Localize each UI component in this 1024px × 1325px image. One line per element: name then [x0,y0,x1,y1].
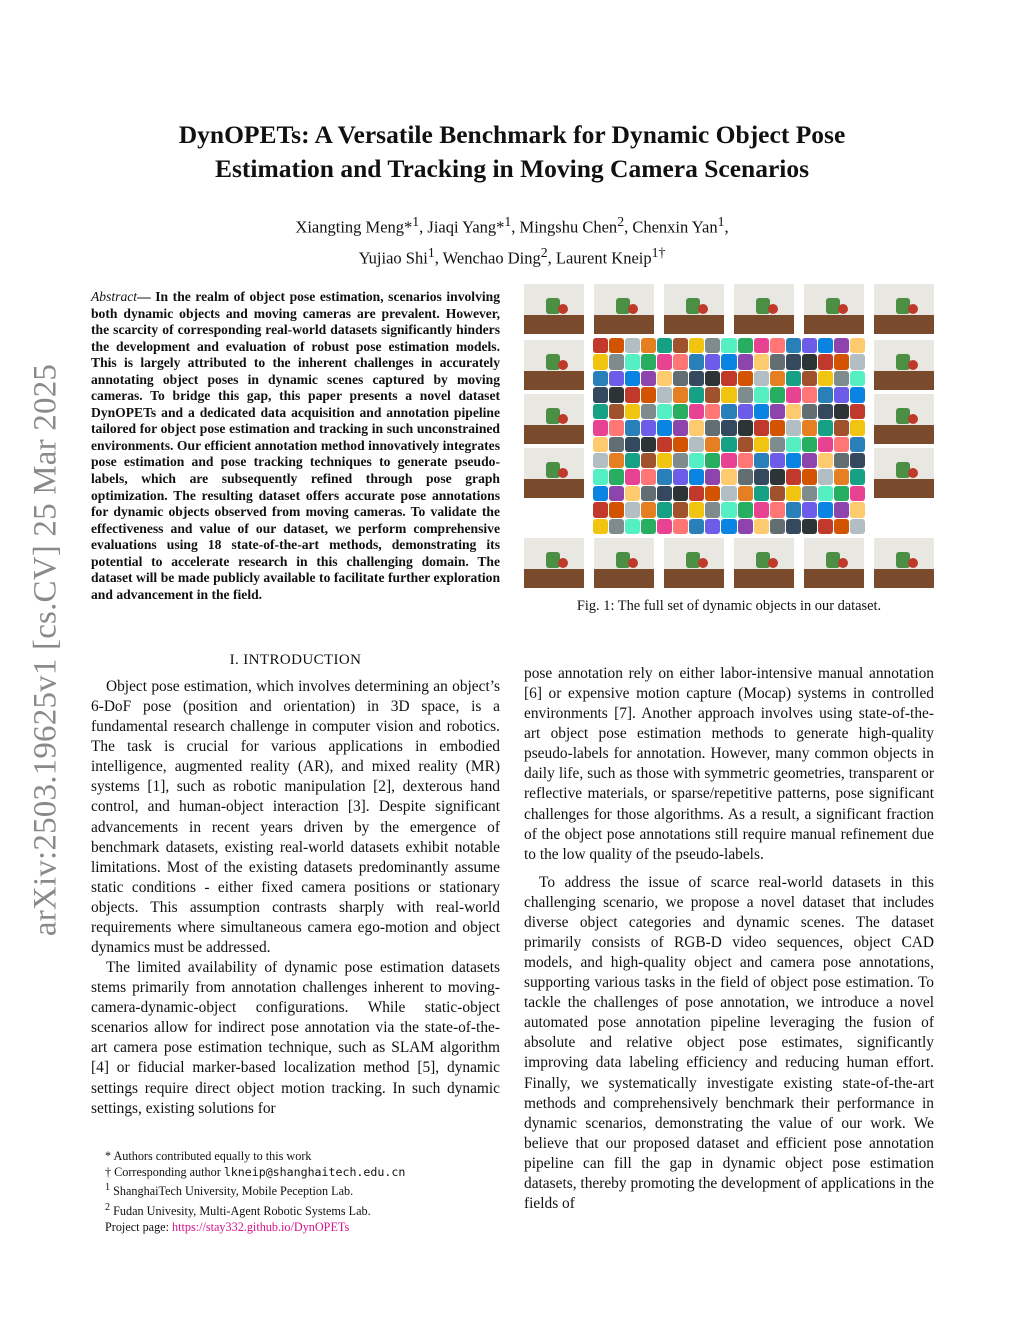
author-affiliation-mark: 2 [540,244,548,260]
author-name: Xiangting Meng* [295,217,413,237]
object-thumbnail [641,354,656,369]
intro-paragraph-2: The limited availability of dynamic pose estimation datasets stems primarily from annotation challenges inherent to moving-camera-dynamic-object configurations. While static-object scenarios allow for indirect pose annotation via the state-of-the-art camera pose estimation technique, such as SLAM algorithm [4] or fiducial marker-based localization method [5], dynamic settings require direct object motion tracking. In such dynamic settings, existing solutions for [91,959,500,1117]
author-affiliation-mark: 2 [617,214,625,229]
object-thumbnail [673,371,688,386]
object-thumbnail [850,387,865,402]
author-affiliation-mark: 1† [651,244,666,260]
object-thumbnail [625,519,640,534]
object-thumbnail [657,371,672,386]
object-thumbnail [786,387,801,402]
object-thumbnail [802,354,817,369]
object-thumbnail [754,420,769,435]
author-name: Yujiao Shi [358,248,428,267]
object-thumbnail [802,404,817,419]
footnotes [105,1149,505,1235]
object-thumbnail [818,486,833,501]
scene-thumbnail [874,538,934,588]
object-thumbnail [786,437,801,452]
object-thumbnail [818,371,833,386]
object-thumbnail [721,437,736,452]
scene-thumbnail [524,448,584,498]
object-thumbnail [609,404,624,419]
object-thumbnail [625,502,640,517]
object-thumbnail [609,420,624,435]
object-mosaic [593,338,865,534]
scene-thumbnail [874,340,934,390]
object-thumbnail [609,453,624,468]
object-thumbnail [609,354,624,369]
author-list: Xiangting Meng*$^1$, Jiaqi Yang*$^1$, Mingshu Chen$^2$, Chenxin Yan$^1$, Yujiao Shi$^1$, Wenchao Ding$^2$, Laurent Kneip$^{1\dagger}$ [295,214,729,267]
footnote-text: † Corresponding author [105,1164,224,1179]
object-thumbnail [770,404,785,419]
paper-title [100,118,924,186]
object-thumbnail [754,486,769,501]
footnote-equal-contribution: * Authors contributed equally to this work [105,1149,312,1163]
object-thumbnail [689,404,704,419]
object-thumbnail [689,354,704,369]
object-thumbnail [738,387,753,402]
object-thumbnail [754,519,769,534]
author-name: Laurent Kneip [555,248,652,267]
object-thumbnail [738,502,753,517]
object-thumbnail [673,338,688,353]
object-thumbnail [818,420,833,435]
object-thumbnail [818,387,833,402]
object-thumbnail [673,486,688,501]
object-thumbnail [657,437,672,452]
object-thumbnail [802,453,817,468]
object-thumbnail [609,502,624,517]
object-thumbnail [657,338,672,353]
object-thumbnail [850,519,865,534]
object-thumbnail [673,387,688,402]
object-thumbnail [593,486,608,501]
object-thumbnail [721,519,736,534]
object-thumbnail [689,420,704,435]
object-thumbnail [625,338,640,353]
footnote-text: Fudan Univesity, Multi-Agent Robotic Systems Lab. [110,1203,371,1218]
object-thumbnail [705,338,720,353]
object-thumbnail [802,486,817,501]
object-thumbnail [593,354,608,369]
object-thumbnail [641,502,656,517]
object-thumbnail [770,502,785,517]
object-thumbnail [802,420,817,435]
object-thumbnail [657,519,672,534]
object-thumbnail [818,354,833,369]
object-thumbnail [850,371,865,386]
scene-thumbnail [594,284,654,334]
footnote-affiliation-2 [105,1200,505,1220]
object-thumbnail [834,453,849,468]
object-thumbnail [705,387,720,402]
object-thumbnail [609,387,624,402]
object-thumbnail [657,486,672,501]
object-thumbnail [721,469,736,484]
object-thumbnail [850,354,865,369]
object-thumbnail [673,420,688,435]
footnote-project-page [105,1220,505,1236]
object-thumbnail [673,354,688,369]
object-thumbnail [834,469,849,484]
object-thumbnail [705,486,720,501]
object-thumbnail [802,338,817,353]
object-thumbnail [738,469,753,484]
object-thumbnail [721,387,736,402]
scene-thumbnail [734,284,794,334]
author-name: Wenchao Ding [442,248,541,267]
scene-thumbnail [804,284,864,334]
object-thumbnail [818,453,833,468]
object-thumbnail [754,371,769,386]
object-thumbnail [738,437,753,452]
object-thumbnail [625,354,640,369]
object-thumbnail [705,519,720,534]
object-thumbnail [754,338,769,353]
footnote-mark: 1 [105,1182,111,1194]
object-thumbnail [850,502,865,517]
object-thumbnail [738,519,753,534]
object-thumbnail [754,404,769,419]
author-affiliation-mark: 1 [504,214,512,229]
footnote-mark: 2 [105,1201,111,1213]
object-thumbnail [786,404,801,419]
object-thumbnail [738,404,753,419]
object-thumbnail [593,502,608,517]
author-name: Mingshu Chen [519,217,618,237]
object-thumbnail [834,437,849,452]
object-thumbnail [786,371,801,386]
object-thumbnail [657,420,672,435]
object-thumbnail [705,404,720,419]
object-thumbnail [705,354,720,369]
footnote-text: Project page: [105,1219,173,1234]
object-thumbnail [705,371,720,386]
object-thumbnail [786,354,801,369]
author-affiliation-mark: 1 [412,214,420,229]
scene-thumbnail [874,448,934,498]
object-thumbnail [834,519,849,534]
object-thumbnail [818,437,833,452]
scene-thumbnail [664,284,724,334]
object-thumbnail [850,486,865,501]
object-thumbnail [721,453,736,468]
object-thumbnail [625,371,640,386]
scene-thumbnail [524,394,584,444]
object-thumbnail [593,371,608,386]
title-line-2: Estimation and Tracking in Moving Camera Scenarios [214,154,810,183]
object-thumbnail [641,469,656,484]
object-thumbnail [689,453,704,468]
object-thumbnail [721,502,736,517]
object-thumbnail [609,437,624,452]
object-thumbnail [625,420,640,435]
object-thumbnail [834,502,849,517]
object-thumbnail [609,519,624,534]
object-thumbnail [657,469,672,484]
abstract-text: In the realm of object pose estimation, scenarios involving both dynamic objects and moving cameras are prevalent. However, the scarcity of corresponding real-world datasets significantly hinders the development and evaluation of robust pose estimation models. This is largely attributed to the inherent challenges in accurately annotating object poses in dynamic scenes captured by moving cameras. To bridge this gap, this paper presents a novel dataset DynOPETs and a dedicated data acquisition and annotation pipeline tailored for object pose estimation and tracking in such unconstrained environments. Our efficient annotation method innovatively integrates pose estimation and pose tracking techniques to generate pseudo-labels, which are subsequently refined through pose graph optimization. The resulting dataset offers accurate pose annotations for dynamic objects observed from moving cameras. To validate the effectiveness and value of our dataset, we perform comprehensive evaluations using 18 state-of-the-art methods, demonstrating its potential to accelerate research in this challenging domain. The dataset will be made publicly available to facilitate further exploration and advancement in the field. [91,289,500,602]
object-thumbnail [609,371,624,386]
object-thumbnail [786,469,801,484]
object-thumbnail [786,453,801,468]
object-thumbnail [721,338,736,353]
object-thumbnail [689,387,704,402]
object-thumbnail [818,519,833,534]
object-thumbnail [802,437,817,452]
scene-thumbnail [804,538,864,588]
object-thumbnail [770,437,785,452]
object-thumbnail [705,469,720,484]
intro-paragraph-1: Object pose estimation, which involves determining an object’s 6-DoF pose (position and orientation) in 3D space, is a fundamental research challenge in computer vision and robotics. The task is crucial for various applications in embodied intelligence, augmented reality (AR), and mixed reality (MR) systems [1], such as robotic manipulation [2], dexterous hand control, and human-object interaction [3]. Despite significant advancements in recent years driven by the emergence of benchmark datasets, existing real-world datasets exhibit notable limitations. Most of the existing datasets predominantly assume static conditions - either fixed camera positions or stationary objects. This assumption contrasts sharply with real-world requirements where simultaneous camera ego-motion and object dynamics must be addressed. [91,678,500,957]
object-thumbnail [786,420,801,435]
object-thumbnail [834,420,849,435]
object-thumbnail [818,469,833,484]
object-thumbnail [786,502,801,517]
object-thumbnail [786,519,801,534]
object-thumbnail [770,338,785,353]
author-name: Jiaqi Yang* [427,217,505,237]
figure-caption: Fig. 1: The full set of dynamic objects in our dataset. [576,598,882,614]
project-page-link[interactable]: https://stay332.github.io/DynOPETs [172,1219,350,1234]
object-thumbnail [754,387,769,402]
object-thumbnail [657,404,672,419]
object-thumbnail [593,338,608,353]
object-thumbnail [721,371,736,386]
object-thumbnail [802,519,817,534]
object-thumbnail [721,404,736,419]
object-thumbnail [593,437,608,452]
object-thumbnail [818,404,833,419]
object-thumbnail [834,404,849,419]
object-thumbnail [721,486,736,501]
scene-thumbnail [524,340,584,390]
object-thumbnail [689,338,704,353]
object-thumbnail [609,338,624,353]
object-thumbnail [657,502,672,517]
object-thumbnail [625,469,640,484]
object-thumbnail [738,338,753,353]
object-thumbnail [641,519,656,534]
object-thumbnail [770,469,785,484]
object-thumbnail [641,420,656,435]
object-thumbnail [641,387,656,402]
title-line-1: DynOPETs: A Versatile Benchmark for Dynamic Object Pose [178,120,846,149]
object-thumbnail [834,371,849,386]
object-thumbnail [786,486,801,501]
object-thumbnail [657,453,672,468]
object-thumbnail [641,486,656,501]
scene-thumbnail [874,284,934,334]
object-thumbnail [802,502,817,517]
object-thumbnail [754,469,769,484]
object-thumbnail [834,387,849,402]
object-thumbnail [754,437,769,452]
object-thumbnail [770,453,785,468]
object-thumbnail [625,437,640,452]
object-thumbnail [834,338,849,353]
object-thumbnail [609,486,624,501]
object-thumbnail [593,387,608,402]
figure-1 [524,282,934,590]
footnote-affiliation-1 [105,1180,505,1200]
arxiv-identifier-text: arXiv:2503.19625v1 [cs.CV] 25 Mar 2025 [27,363,64,937]
object-thumbnail [625,404,640,419]
object-thumbnail [689,437,704,452]
abstract-label: Abstract [91,289,138,304]
scene-thumbnail [524,284,584,334]
arxiv-identifier [16,350,76,950]
object-thumbnail [850,453,865,468]
object-thumbnail [770,371,785,386]
object-thumbnail [770,387,785,402]
object-thumbnail [657,354,672,369]
object-thumbnail [738,420,753,435]
object-thumbnail [593,404,608,419]
object-thumbnail [850,338,865,353]
object-thumbnail [834,486,849,501]
object-thumbnail [593,420,608,435]
object-thumbnail [625,486,640,501]
object-thumbnail [641,371,656,386]
object-thumbnail [705,502,720,517]
object-thumbnail [625,453,640,468]
object-thumbnail [850,437,865,452]
object-thumbnail [786,338,801,353]
object-thumbnail [802,469,817,484]
object-thumbnail [625,387,640,402]
object-thumbnail [834,354,849,369]
scene-thumbnail [874,394,934,444]
author-name: Chenxin Yan [632,217,718,237]
object-thumbnail [850,420,865,435]
object-thumbnail [641,338,656,353]
object-thumbnail [754,354,769,369]
scene-thumbnail [594,538,654,588]
object-thumbnail [818,338,833,353]
object-thumbnail [593,519,608,534]
object-thumbnail [770,486,785,501]
object-thumbnail [689,469,704,484]
author-affiliation-mark: 1 [427,244,435,260]
object-thumbnail [609,469,624,484]
object-thumbnail [593,469,608,484]
object-thumbnail [673,519,688,534]
left-column [91,677,500,1119]
object-thumbnail [850,404,865,419]
object-thumbnail [705,437,720,452]
right-column [524,664,934,1214]
footnote-text: ShanghaiTech University, Mobile Peception Lab. [110,1184,354,1199]
object-thumbnail [738,453,753,468]
object-thumbnail [802,371,817,386]
author-affiliation-mark: 1 [717,214,725,229]
object-thumbnail [689,502,704,517]
object-thumbnail [738,486,753,501]
object-thumbnail [721,354,736,369]
scene-thumbnail [734,538,794,588]
object-thumbnail [721,420,736,435]
object-thumbnail [818,502,833,517]
object-thumbnail [673,469,688,484]
object-thumbnail [641,404,656,419]
email-address: lkneip@shanghaitech.edu.cn [223,1164,406,1179]
object-thumbnail [673,502,688,517]
object-thumbnail [641,437,656,452]
object-thumbnail [641,453,656,468]
object-thumbnail [802,387,817,402]
object-thumbnail [689,519,704,534]
intro-paragraph-4: To address the issue of scarce real-world datasets in this challenging scenario, we propose a novel dataset that includes diverse object categories and dynamic scenes. The dataset primarily consists of RGB-D video sequences, object CAD models, and high-quality object and camera pose annotations, supporting various tasks in the field of object pose estimation. To tackle the challenges of pose annotation, we introduce a novel automated pose annotation pipeline leveraging the fusion of absolute and relative object pose estimates, significantly improving data labeling efficiency and reducing human effort. Finally, we systematically investigate existing state-of-the-art methods and comprehensively benchmark their performance in dynamic scenarios, demonstrating the value of our work. We believe that our proposed dataset and efficient pose annotation pipeline can fill the gap in dynamic object pose estimation datasets, thereby promoting the development of applications in the fields of [524,873,934,1213]
object-thumbnail [689,486,704,501]
scene-thumbnail [664,538,724,588]
object-thumbnail [738,371,753,386]
object-thumbnail [593,453,608,468]
object-thumbnail [673,453,688,468]
object-thumbnail [770,519,785,534]
object-thumbnail [705,420,720,435]
object-thumbnail [673,404,688,419]
object-thumbnail [770,420,785,435]
object-thumbnail [738,354,753,369]
object-thumbnail [754,453,769,468]
object-thumbnail [673,437,688,452]
object-thumbnail [850,469,865,484]
object-thumbnail [689,371,704,386]
abstract: Abstract— In the realm of object pose estimation, scenarios involving both dynamic objects and moving cameras are prevalent. However, the scarcity of corresponding real-world datasets significantly hinders the development and evaluation of robust pose estimation models. This is largely attributed to the inherent challenges in accurately annotating object poses in dynamic scenes captured by moving cameras. To bridge this gap, this paper presents a novel dataset DynOPETs and a dedicated data acquisition and annotation pipeline tailored for object pose estimation and tracking in such unconstrained environments. Our efficient annotation method innovatively integrates pose estimation and pose tracking techniques to generate pseudo-labels, which are subsequently refined through pose graph optimization. The resulting dataset offers accurate pose annotations for dynamic objects observed from moving cameras. To validate the effectiveness and value of our dataset, we perform comprehensive evaluations using 18 state-of-the-art methods, demonstrating its potential to accelerate research in this challenging domain. The dataset will be made publicly available to facilitate further exploration and advancement in the field. [91,289,500,602]
object-thumbnail [705,453,720,468]
intro-paragraph-3: pose annotation rely on either labor-intensive manual annotation [6] or expensive motion capture (Mocap) systems in controlled environments [7]. Another approach involves using state-of-the-art object pose estimation methods to generate high-quality pseudo-labels for annotation. However, many common objects in daily life, such as those with symmetric geometries, transparent or reflective materials, or sparse/repetitive patterns, pose significant challenges for those algorithms. As a result, a significant fraction of the object pose annotations still require manual refinement due to the low quality of the pseudo-labels. [524,665,934,863]
scene-thumbnail [524,538,584,588]
footnote-corresponding-author [105,1165,505,1181]
object-thumbnail [657,387,672,402]
section-heading: I. INTRODUCTION [229,652,362,668]
object-thumbnail [770,354,785,369]
object-thumbnail [754,502,769,517]
